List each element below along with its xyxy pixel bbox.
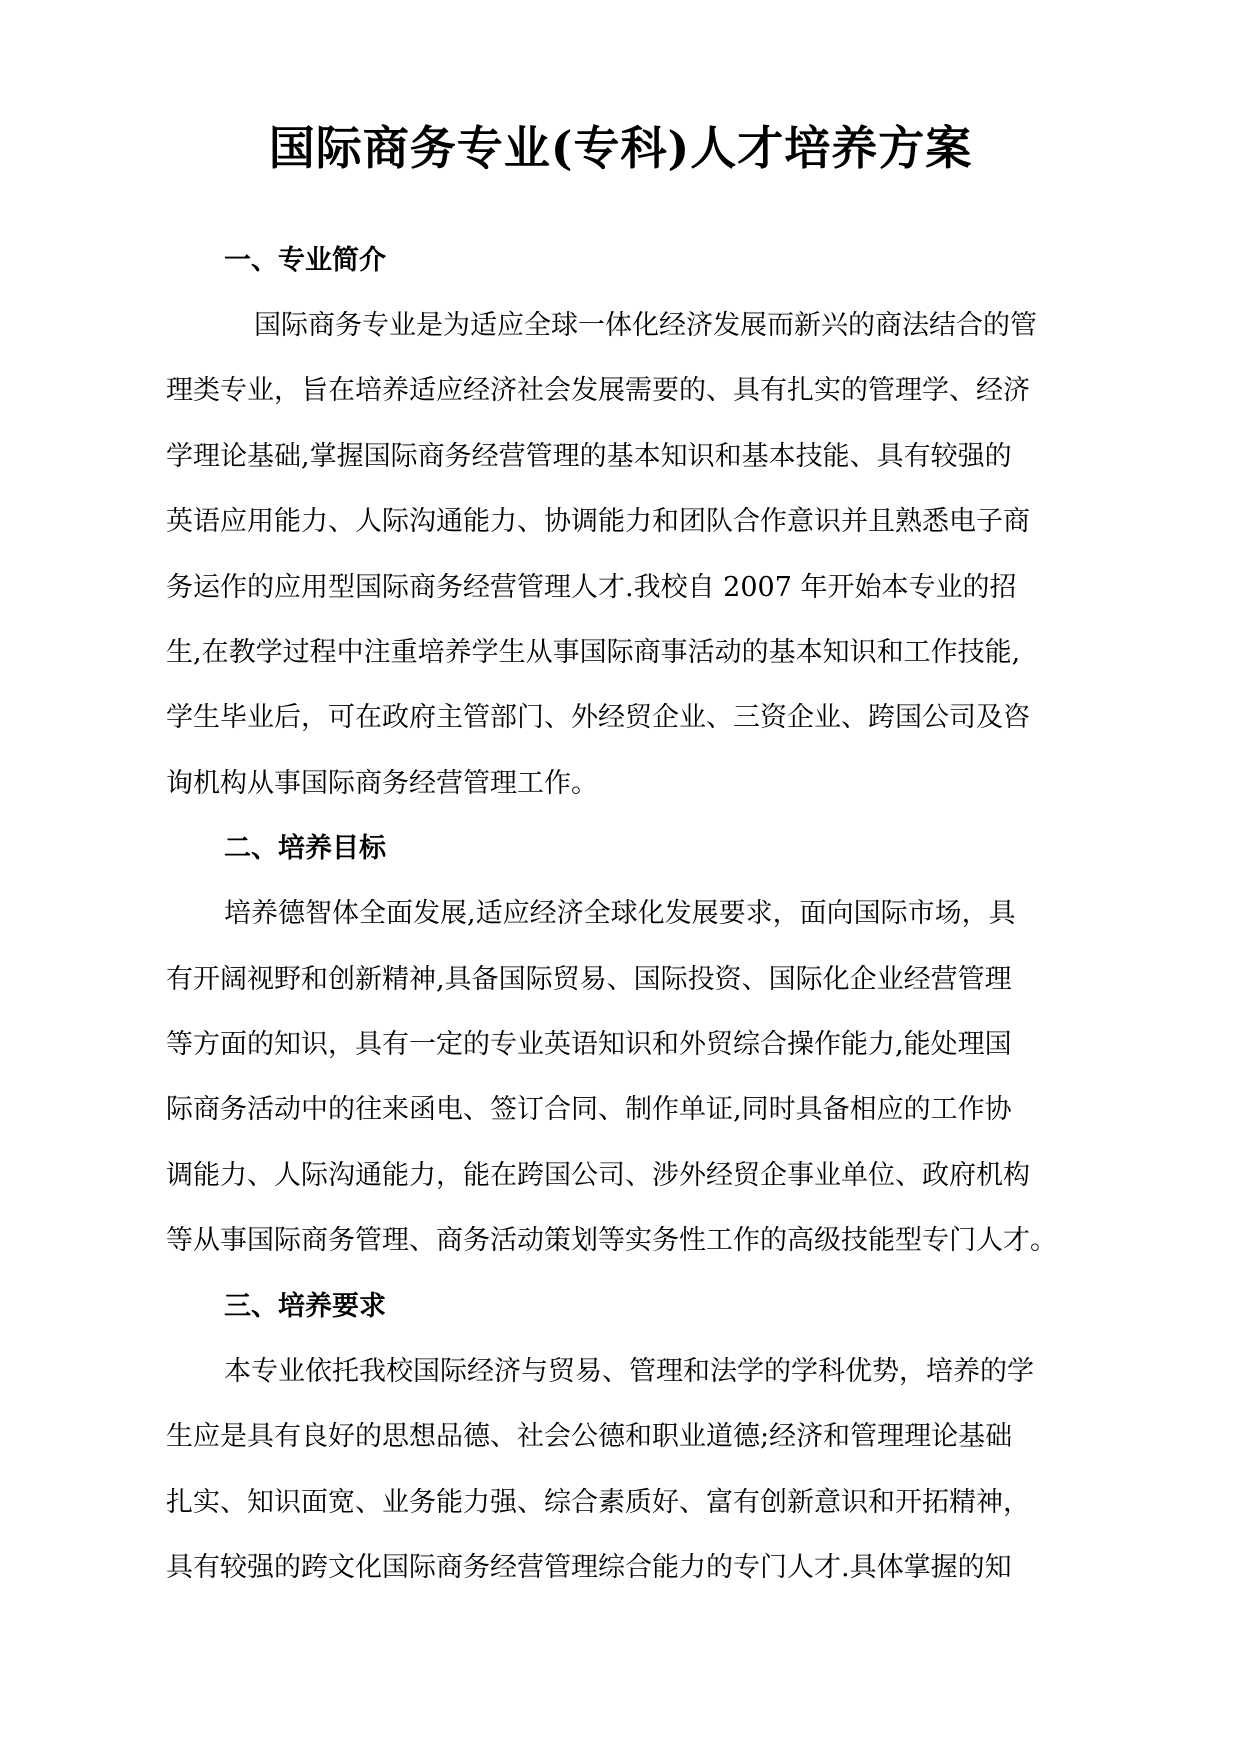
paragraph-line: 生应是具有良好的思想品德、社会公德和职业道德;经济和管理理论基础 [166,1421,1013,1453]
paragraph-line: 调能力、人际沟通能力，能在跨国公司、涉外经贸企事业单位、政府机构 [166,1159,1030,1191]
section-heading-intro: 一、专业简介 [224,245,386,276]
paragraph-line: 等方面的知识，具有一定的专业英语知识和外贸综合操作能力,能处理国 [166,1029,1012,1061]
paragraph-line: 培养德智体全面发展,适应经济全球化发展要求，面向国际市场，具 [224,898,1016,930]
paragraph-line: 务运作的应用型国际商务经营管理人才.我校自 2007 年开始本专业的招 [166,571,1017,603]
section-heading-goals: 二、培养目标 [224,833,386,865]
paragraph-line: 际商务活动中的往来函电、签订合同、制作单证,同时具备相应的工作协 [166,1094,1012,1126]
paragraph-line: 具有较强的跨文化国际商务经营管理综合能力的专门人才.具体掌握的知 [166,1551,1012,1583]
paragraph-line: 国际商务专业是为适应全球一体化经济发展而新兴的商法结合的管 [254,310,1037,341]
document-title: 国际商务专业(专科)人才培养方案 [268,121,973,175]
paragraph-line: 学理论基础,掌握国际商务经营管理的基本知识和基本技能、具有较强的 [166,440,1012,472]
section-paragraph-intro [166,293,1086,816]
paragraph-line: 等从事国际商务管理、商务活动策划等实务性工作的高级技能型专门人才。 [166,1225,1057,1257]
section-heading-requirements: 三、培养要求 [224,1290,386,1322]
section-paragraph-goals [166,881,1086,1273]
paragraph-line: 学生毕业后，可在政府主管部门、外经贸企业、三资企业、跨国公司及咨 [166,702,1030,734]
paragraph-line: 扎实、知识面宽、业务能力强、综合素质好、富有创新意识和开拓精神， [166,1486,1030,1518]
paragraph-line: 本专业依托我校国际经济与贸易、管理和法学的学科优势，培养的学 [224,1355,1034,1387]
paragraph-line: 理类专业，旨在培养适应经济社会发展需要的、具有扎实的管理学、经济 [166,375,1030,407]
document-body [166,228,1086,1600]
paragraph-line: 有开阔视野和创新精神,具备国际贸易、国际投资、国际化企业经营管理 [166,963,1012,995]
section-paragraph-requirements [166,1339,1086,1601]
paragraph-line: 生,在教学过程中注重培养学生从事国际商事活动的基本知识和工作技能, [166,637,1021,669]
paragraph-line: 英语应用能力、人际沟通能力、协调能力和团队合作意识并且熟悉电子商 [166,506,1030,538]
paragraph-line: 询机构从事国际商务经营管理工作。 [166,767,598,799]
